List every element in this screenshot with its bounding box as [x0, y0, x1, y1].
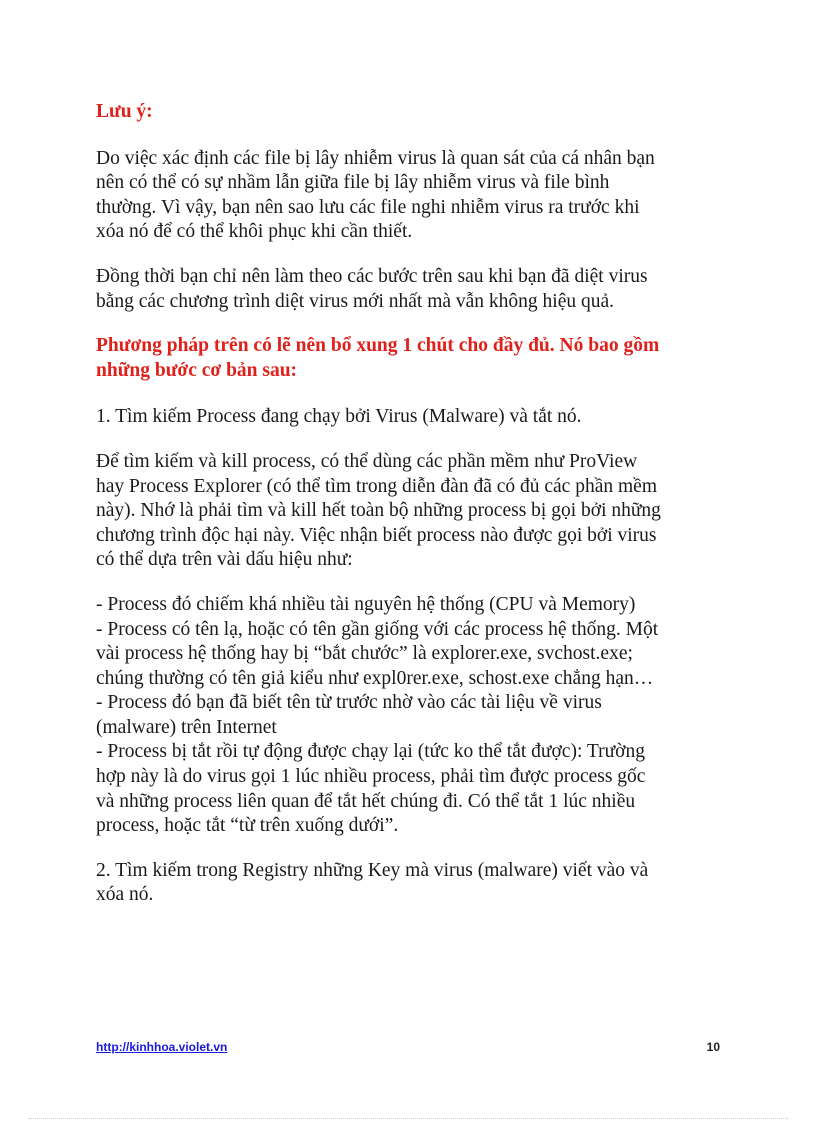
text-line: Đồng thời bạn chỉ nên làm theo các bước trên sau khi bạn đã diệt virus	[96, 265, 648, 287]
step-2	[96, 859, 728, 908]
text-line: hay Process Explorer (có thể tìm trong diễn đàn đã có đủ các phần mềm	[96, 475, 657, 497]
text-line: nên có thể có sự nhầm lẫn giữa file bị lây nhiễm virus và file bình	[96, 172, 610, 194]
list-item: và những process liên quan để tắt hết chúng đi. Có thể tắt 1 lúc nhiều	[96, 790, 636, 812]
step-1: 1. Tìm kiếm Process đang chạy bởi Virus (Malware) và tắt nó.	[96, 406, 582, 428]
list-item: hợp này là do virus gọi 1 lúc nhiều process, phải tìm được process gốc	[96, 766, 646, 788]
text-line: chương trình độc hại này. Việc nhận biết process nào được gọi bởi virus	[96, 524, 657, 546]
text-line: xóa nó để có thể khôi phục khi cần thiết.	[96, 221, 413, 243]
note-heading: Lưu ý:	[96, 101, 153, 122]
list-item: chúng thường có tên giả kiểu như expl0rer.exe, schost.exe chẳng hạn…	[96, 667, 654, 689]
note-paragraph-2	[96, 265, 728, 314]
list-item: - Process có tên lạ, hoặc có tên gần giống với các process hệ thống. Một	[96, 618, 659, 640]
text-line: 2. Tìm kiếm trong Registry những Key mà virus (malware) viết vào và	[96, 859, 649, 881]
page-bottom-divider	[28, 1118, 788, 1119]
list-item: - Process bị tắt rồi tự động được chạy lại (tức ko thể tắt được): Trường	[96, 741, 645, 763]
page-number: 10	[706, 1040, 720, 1054]
text-line: thường. Vì vậy, bạn nên sao lưu các file nghi nhiễm virus ra trước khi	[96, 196, 640, 218]
text-line: những bước cơ bản sau:	[96, 359, 298, 381]
text-line: này). Nhớ là phải tìm và kill hết toàn bộ những process bị gọi bởi những	[96, 500, 661, 522]
text-line: Phương pháp trên có lẽ nên bổ xung 1 chút cho đầy đủ. Nó bao gồm	[96, 335, 660, 357]
document-body	[96, 100, 728, 908]
text-line: Để tìm kiếm và kill process, có thể dùng các phần mềm như ProView	[96, 450, 638, 472]
text-line: xóa nó.	[96, 884, 154, 906]
list-item: vài process hệ thống hay bị “bắt chước” là explorer.exe, svchost.exe;	[96, 643, 633, 665]
note-paragraph-1	[96, 147, 728, 245]
text-line: bằng các chương trình diệt virus mới nhất mà vẫn không hiệu quả.	[96, 290, 615, 312]
list-item: (malware) trên Internet	[96, 716, 277, 738]
text-line: Do việc xác định các file bị lây nhiễm virus là quan sát của cá nhân bạn	[96, 147, 655, 169]
list-item: process, hoặc tắt “từ trên xuống dưới”.	[96, 815, 399, 837]
text-line: có thể dựa trên vài dấu hiệu như:	[96, 549, 353, 571]
page-footer	[96, 1040, 720, 1056]
footer-link[interactable]: http://kinhhoa.violet.vn	[96, 1040, 228, 1054]
kill-process-paragraph	[96, 450, 728, 573]
method-heading	[96, 334, 728, 383]
list-item: - Process đó bạn đã biết tên từ trước nhờ vào các tài liệu về virus	[96, 692, 602, 714]
signs-list	[96, 593, 728, 839]
list-item: - Process đó chiếm khá nhiều tài nguyên hệ thống (CPU và Memory)	[96, 593, 636, 615]
